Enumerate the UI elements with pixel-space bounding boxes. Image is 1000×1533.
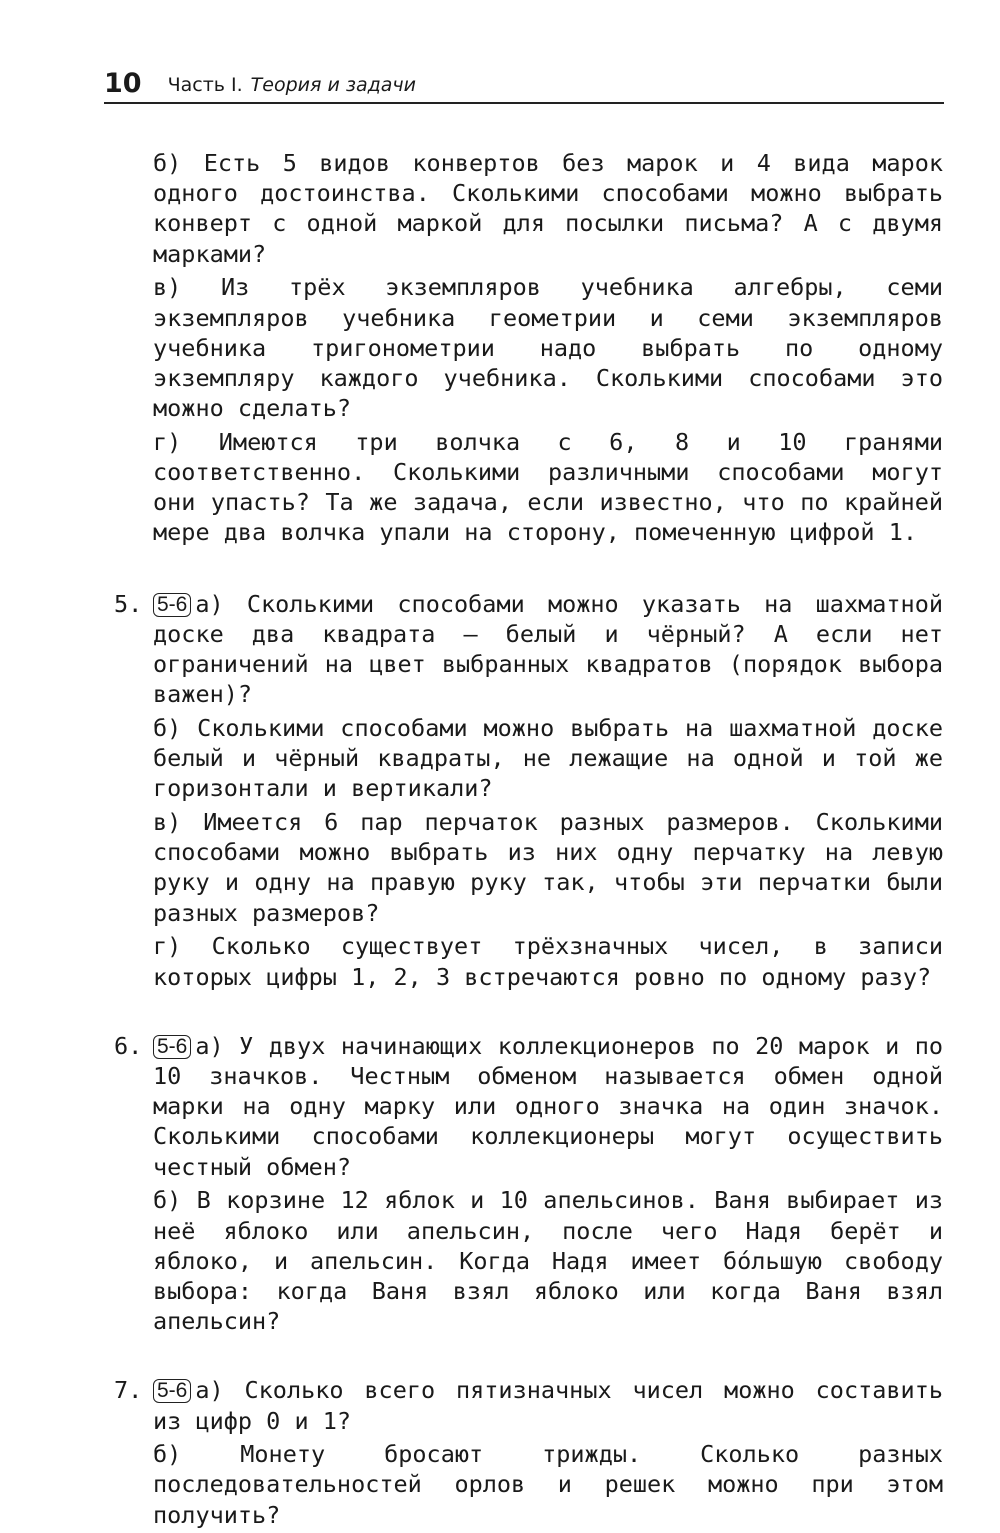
grade-badge: 5-6: [153, 1379, 191, 1403]
problem-part: [153, 1375, 943, 1435]
problem-part: б) Есть 5 видов конвертов без марок и 4 вида марок одного достоинства. Сколькими способами можно выбрать конверт с одной маркой для посылки письма? А с двумя марками?: [153, 149, 943, 268]
header-section-title: Теория и задачи: [250, 74, 416, 96]
problem-part: [153, 1031, 943, 1182]
problem-part: [153, 589, 943, 710]
problem-6: [0, 1031, 1000, 1337]
problem-5: [0, 589, 1000, 992]
header-part-label: Часть I.: [167, 74, 243, 96]
problem-number: 7.: [114, 1376, 143, 1405]
problem-part: б) Монету бросают трижды. Сколько разных последовательностей орлов и решек можно при этом получить?: [153, 1440, 943, 1529]
problem-part: б) Сколькими способами можно выбрать на шахматной доске белый и чёрный квадраты, не лежащие на одной и той же горизонтали и вертикали?: [153, 713, 943, 803]
problem-part-text: а) У двух начинающих коллекционеров по 20 марок и по 10 значков. Честным обменом называется обмен одной марки на одну марку или одного значка на один значок. Сколькими способами коллекционеры могут осуществить честный обмен?: [153, 1031, 943, 1181]
problem-part: г) Сколько существует трёхзначных чисел, в записи которых цифры 1, 2, 3 встречаются ровно по одному разу?: [153, 932, 943, 991]
running-header: [104, 66, 944, 104]
problem-part: в) Из трёх экземпляров учебника алгебры, семи экземпляров учебника геометрии и семи экземпляров учебника тригонометрии надо выбрать по одному экземпляру каждого учебника. Сколькими способами это можно сделать?: [153, 273, 943, 423]
continued-problem: [0, 148, 1000, 548]
grade-badge: 5-6: [153, 1035, 191, 1059]
page-number: 10: [104, 68, 142, 99]
problem-7: [0, 1375, 1000, 1530]
problem-part-text: а) Сколько всего пятизначных чисел можно составить из цифр 0 и 1?: [153, 1376, 943, 1435]
problem-part: в) Имеется 6 пар перчаток разных размеров. Сколькими способами можно выбрать из них одну перчатку на левую руку и одну на правую руку так, чтобы эти перчатки были разных размеров?: [153, 808, 943, 927]
problem-part-text: а) Сколькими способами можно указать на шахматной доске два квадрата — белый и чёрный? А если нет ограничений на цвет выбранных квадратов (порядок выбора важен)?: [153, 589, 943, 709]
problem-number: 5.: [114, 589, 143, 618]
page-body: [0, 148, 1000, 1533]
problem-part: б) В корзине 12 яблок и 10 апельсинов. Ваня выбирает из неё яблоко или апельсин, после чего Надя берёт и яблоко, и апельсин. Когда Надя имеет бо́льшую свободу выбора: когда Ваня взял яблоко или когда Ваня взял апельсин?: [153, 1186, 943, 1336]
problem-part: г) Имеются три волчка с 6, 8 и 10 гранями соответственно. Сколькими различными способами могут они упасть? Та же задача, если известно, что по крайней мере два волчка упали на сторону, помеченную цифрой 1.: [153, 427, 943, 547]
grade-badge: 5-6: [153, 593, 191, 617]
problem-number: 6.: [114, 1031, 143, 1060]
